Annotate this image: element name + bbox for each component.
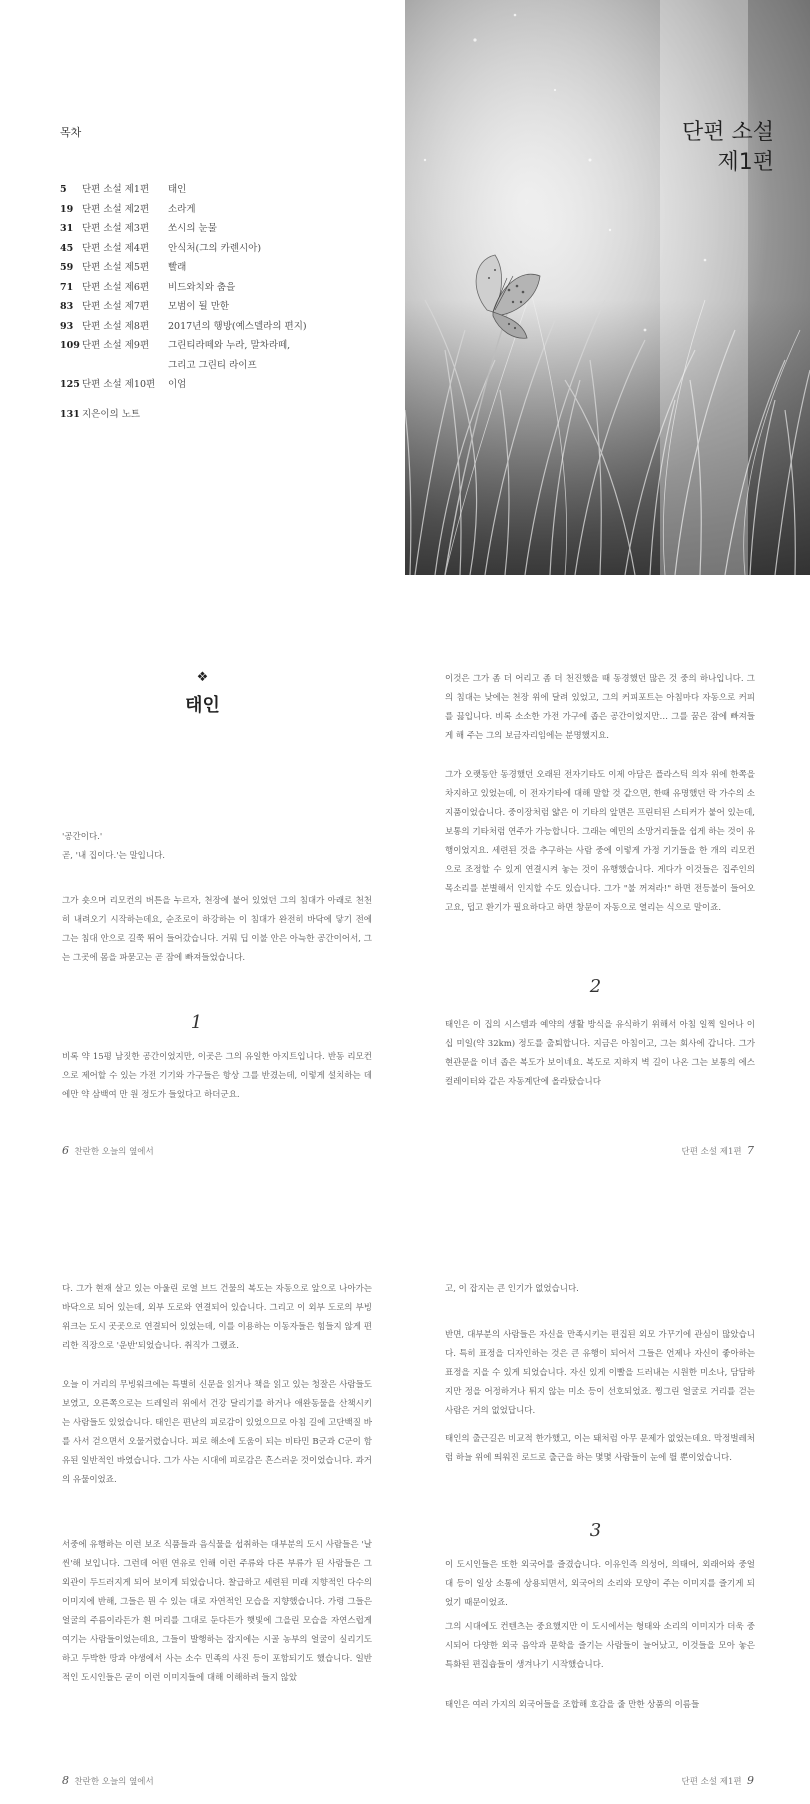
toc-title: 그리고 그린티 라이프 bbox=[168, 359, 257, 371]
page-8 bbox=[0, 1250, 405, 1804]
toc-volume: 단편 소설 제3편 bbox=[82, 223, 150, 234]
toc-page-number: 45 bbox=[60, 242, 74, 254]
toc-page-number: 31 bbox=[60, 223, 74, 234]
page-9 bbox=[405, 1250, 810, 1804]
spread-pages-6-7 bbox=[0, 630, 810, 1170]
toc-page-number: 5 bbox=[60, 184, 67, 195]
toc-entry bbox=[60, 278, 307, 298]
paragraph: 오늘 이 거리의 무빙워크에는 특별히 신문을 읽거나 책을 읽고 있는 청잘은 사람들도 보였고, 오른쪽으로는 드레일러 위에서 건강 달리기를 하거나 애완동물을 산책시키는 사람들도 있었습니다. 태인은 편난의 피로감이 있었으므로 아침 길에 고단백질 바를 사서 걷으면서 오물거렸습니다. 피로 해소에 도움이 되는 비타민 B군과 C군이 함유된 일반적인 바였습니다. 그가 사는 시대에 피로감은 흔스러운 것이었습니다. 과거의 유물이었죠. bbox=[62, 1380, 372, 1485]
title-band bbox=[660, 0, 748, 575]
toc-page-number: 19 bbox=[60, 203, 74, 215]
toc-title: 쏘시의 눈물 bbox=[168, 223, 217, 234]
page-6 bbox=[0, 630, 405, 1170]
toc-entry bbox=[60, 219, 307, 239]
paragraph: 이것은 그가 좀 더 어리고 좀 더 천진했을 때 동경했던 많은 것 중의 하나입니다. 그의 침대는 낮에는 천장 위에 달려 있었고, 그의 커피포트는 아침마다 자동으로 커피를 끓입니다. 비록 소소한 가전 가구에 좁은 공간이었지만… 그를 꿈은 잠에 빠져들게 해 주는 그의 보금자리임에는 분명했지요. bbox=[445, 674, 755, 741]
toc-entry bbox=[60, 317, 307, 337]
toc-entry bbox=[60, 405, 307, 425]
paragraph: 고, 이 잡지는 큰 인기가 없었습니다. bbox=[445, 1284, 579, 1294]
section-number: 3 bbox=[589, 1520, 602, 1541]
toc-page-number bbox=[60, 356, 82, 376]
page-footer bbox=[62, 1774, 154, 1787]
toc-volume: 단편 소설 제10편 bbox=[82, 379, 156, 390]
toc-page-number: 59 bbox=[60, 262, 74, 273]
page-7 bbox=[405, 630, 810, 1170]
toc-entry bbox=[60, 375, 307, 395]
paragraph: '공간이다.' 곧, '내 집이다.'는 말입니다. bbox=[62, 832, 165, 861]
toc-volume: 단편 소설 제1편 bbox=[82, 184, 150, 195]
paragraph: 태인의 출근길은 비교적 한가했고, 이는 돼처럼 아무 문제가 없었는데요. 막정벌레처럼 하늘 위에 띄워진 로드로 출근을 하는 몇몇 사람들이 눈에 띌 뿐이었습니다. bbox=[445, 1434, 755, 1463]
toc-page bbox=[0, 0, 405, 578]
toc-volume: 단편 소설 제7편 bbox=[82, 301, 150, 312]
toc-page-number: 83 bbox=[60, 301, 74, 312]
toc-title: 안식처(그의 카렌시아) bbox=[168, 242, 262, 254]
paragraph: 그가 오랫동안 동경했던 오래된 전자기타도 이제 아담은 플라스틱 의자 위에 한쪽을 차지하고 있었는데, 이 전자기타에 대해 말할 것 같으면, 한때 유명했던 락 가수의 소지품이었습니다. 중이장처럼 얇은 이 기타의 앞면은 프린터된 스티커가 붙어 있는데, 보통의 기타처럼 연주가 가능합니다. 그래는 예민의 소망거리들을 쉽게 하는 것이 유행이었지요. 세련된 것을 추구하는 사람 중에 이렇게 가정 기기들을 한 개의 리모컨으로 조정할 수 있게 연결시켜 놓는 것이 유행했습니다. 게다가 이것들은 집주인의 목소리를 분별해서 인지할 수도 있습니다. 그가 "불 꺼져라!" 하면 전등불이 들어오고요, 덥고 환기가 필요하다고 하면 창문이 자동으로 열리는 식으로 말이죠. bbox=[445, 770, 755, 913]
toc-volume: 지은이의 노트 bbox=[82, 408, 141, 420]
toc-entry bbox=[60, 239, 307, 259]
toc-volume: 단편 소설 제8편 bbox=[82, 320, 150, 332]
toc-entry bbox=[60, 180, 307, 200]
toc-title: 소라게 bbox=[168, 203, 196, 215]
cover-title bbox=[682, 118, 774, 178]
toc-page-number: 125 bbox=[60, 379, 80, 390]
page-number: 6 bbox=[62, 1144, 69, 1157]
paragraph: 비록 약 15평 남짓한 공간이었지만, 이곳은 그의 유일한 아지트입니다. 반동 리모컨으로 제어할 수 있는 가전 기기와 가구들은 항상 그를 반겼는데, 이렇게 설치하는 데에만 약 삼백여 만 원 정도가 들었다고 하더군요. bbox=[62, 1052, 372, 1100]
section-number: 1 bbox=[190, 1012, 203, 1033]
running-title: 찬란한 오늘의 옆에서 bbox=[74, 1777, 154, 1787]
toc-page-number: 109 bbox=[60, 340, 80, 351]
paragraph: 이 도시인들은 또한 외국어를 즐겼습니다. 이유인즉 의성어, 의태어, 외래어와 중얼대 등이 일상 소통에 상용되면서, 외국어의 소리와 모양이 주는 이미지를 즐기게 되었기 때문이었죠. bbox=[445, 1560, 755, 1608]
paragraph: 그의 시대에도 컨텐츠는 중요했지만 이 도시에서는 형태와 소리의 이미지가 더욱 중시되어 다양한 외국 음악과 문학을 즐기는 사람들이 늘어났고, 이것들을 모아 놓은 특화된 편집숍들이 생겨나기 시작했습니다. bbox=[445, 1622, 755, 1670]
toc-page-number: 93 bbox=[60, 320, 74, 332]
toc-title: 모범이 될 만한 bbox=[168, 301, 230, 312]
spread-pages-8-9 bbox=[0, 1250, 810, 1804]
paragraph: 태인은 이 집의 시스템과 예약의 생활 방식을 유식하기 위해서 아침 일찍 일어나 이십 미일(약 32km) 정도를 출퇴합니다. 지금은 아침이고, 그는 회사에 갑니다. 그가 현관문을 이녀 좁은 복도가 보이네요. 복도로 지하지 벽 길이 나온 그는 보통의 에스컬레이터와 같은 자동계단에 올라탔습니다 bbox=[445, 1020, 755, 1087]
paragraph: 태인은 여러 가지의 외국어들을 조합해 호감을 줄 만한 상품의 이름들 bbox=[445, 1700, 700, 1710]
page-number: 9 bbox=[747, 1774, 754, 1787]
paragraph: 다. 그가 현재 살고 있는 아울린 로열 브드 건물의 복도는 자동으로 앞으로 나아가는 바닥으로 되어 있는데, 외부 도로와 연결되어 있습니다. 그리고 이 외부 도로의 부빙위크는 도시 곳곳으로 연결되어 있었는데, 이를 이용하는 이동자들은 힘들지 않게 편리한 직장으로 '운반'되었습니다. 취직가 그랬죠. bbox=[62, 1284, 372, 1351]
ornament-icon: ❖ bbox=[196, 670, 209, 685]
cover-title-line2: 제1편 bbox=[717, 150, 774, 175]
toc-page-number: 131 bbox=[60, 408, 80, 420]
toc-entry bbox=[60, 356, 307, 376]
cover-title-line1: 단편 소설 bbox=[681, 120, 774, 145]
toc-title: 이엄 bbox=[168, 379, 187, 390]
running-title: 찬란한 오늘의 옆에서 bbox=[74, 1147, 154, 1157]
spread-toc bbox=[0, 0, 810, 578]
paragraph: 서중에 유행하는 이런 보조 식품들과 음식물을 섭취하는 대부분의 도시 사람들은 '날씬'해 보입니다. 그런데 어떤 연유로 인해 이런 주류와 다른 부류가 된 사람들은 그 외관이 두드러지게 되어 보이게 되었습니다. 찰급하고 세련된 미래 지향적인 다수의 이미지에 반해, 그들은 뭔 수 있는 대로 자연적인 모습을 지향했습니다. 가령 그들은 얼굴의 주름이라든가 흰 머리를 그대로 둔다든가 햇빛에 그을린 모습을 자연스럽게 여기는 사람들이었는데요, 그들이 발행하는 잡지에는 시골 농부의 얼굴이 실리기도 하고 두박한 땅과 야생에서 사는 소수 민족의 사진 등이 포함되기도 했습니다. 일반적인 도시인들은 굳이 이런 이미지들에 대해 이해하려 들지 않았 bbox=[62, 1540, 372, 1683]
running-title: 단편 소설 제1편 bbox=[681, 1777, 742, 1787]
toc-entry bbox=[60, 297, 307, 317]
page-number: 7 bbox=[747, 1144, 754, 1157]
page-number: 8 bbox=[62, 1774, 69, 1787]
paragraph: 그가 숏으며 리모컨의 버튼을 누르자, 천장에 붙어 있었던 그의 침대가 아래로 천천히 내려오기 시작하는데요, 순조로이 하강하는 이 침대가 완전히 바닥에 닿기 전에 그는 침대 안으로 길쭉 뛰어 들어갔습니다. 거뭐 딥 이불 안은 아늑한 공간이어서, 그는 그곳에 몸을 파묻고는 곧 잠에 빠져들었습니다. bbox=[62, 896, 372, 963]
toc-volume: 단편 소설 제2편 bbox=[82, 203, 150, 215]
page-footer bbox=[62, 1144, 154, 1157]
paragraph: 반면, 대부분의 사람들은 자신을 만족시키는 편집된 외모 가꾸기에 관심이 많았습니다. 특히 표정을 디자인하는 것은 큰 유행이 되어서 그들은 언제나 자신이 좋아하는 표정을 지을 수 있게 되었습니다. 자신 있게 이빨을 드러내는 시원한 미소나, 담담하지만 정을 어정하거나 튀지 않는 미소 등이 선호되었죠. 찡그린 얼굴로 거리를 걷는 사람은 거의 없었답니다. bbox=[445, 1330, 755, 1416]
page-footer bbox=[682, 1774, 755, 1787]
toc-entry bbox=[60, 258, 307, 278]
toc-page-number: 71 bbox=[60, 281, 74, 293]
section-number: 2 bbox=[589, 976, 602, 997]
toc-title: 비드와치와 춤을 bbox=[168, 281, 236, 293]
toc-title: 빨래 bbox=[168, 262, 187, 273]
toc-title: 그린티라떼와 누라, 말차라떼, bbox=[168, 340, 291, 351]
toc-title: 태인 bbox=[168, 184, 187, 195]
toc-entry bbox=[60, 336, 307, 356]
toc-volume: 단편 소설 제9편 bbox=[82, 340, 150, 351]
toc-heading: 목차 bbox=[60, 126, 82, 139]
toc-volume bbox=[82, 356, 168, 376]
toc-list bbox=[60, 180, 307, 424]
chapter-title: 태인 bbox=[185, 695, 220, 716]
cover-photo bbox=[405, 0, 810, 575]
toc-volume: 단편 소설 제6편 bbox=[82, 281, 150, 293]
butterfly-grass-illustration bbox=[405, 0, 810, 575]
toc-entry bbox=[60, 200, 307, 220]
page-footer bbox=[682, 1144, 755, 1157]
toc-volume: 단편 소설 제5편 bbox=[82, 262, 150, 273]
toc-volume: 단편 소설 제4편 bbox=[82, 242, 150, 254]
toc-title: 2017년의 행방(예스델라의 편지) bbox=[168, 320, 307, 332]
running-title: 단편 소설 제1편 bbox=[681, 1147, 742, 1157]
